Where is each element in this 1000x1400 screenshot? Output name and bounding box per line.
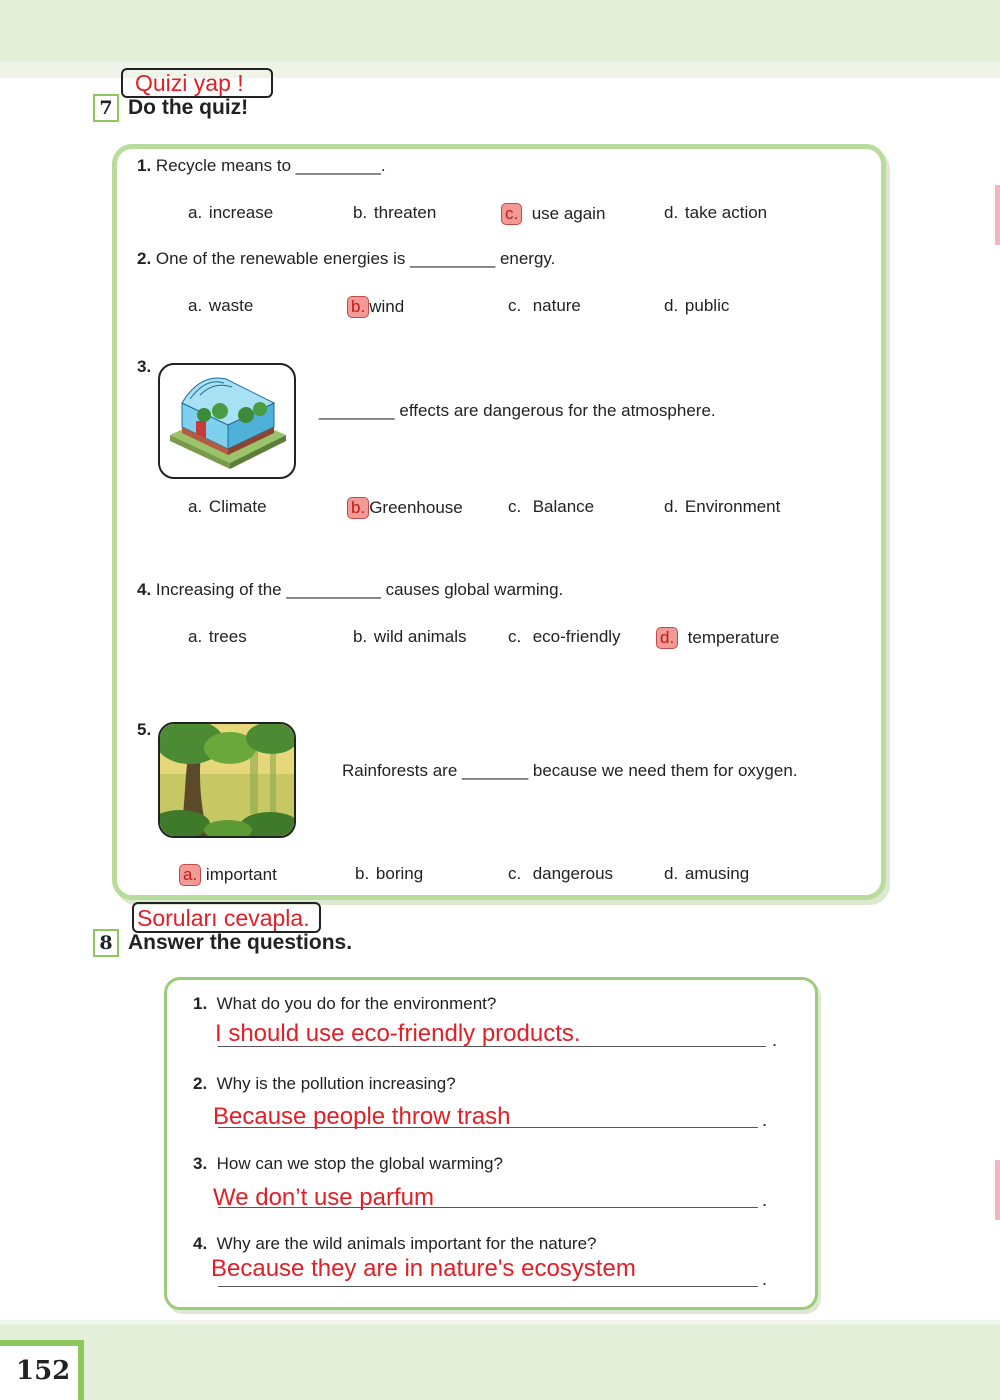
exercise-title: Do the quiz! xyxy=(128,96,249,119)
option-d[interactable]: d. public xyxy=(664,296,730,315)
handwritten-answer-1[interactable]: I should use eco-friendly products. xyxy=(215,1020,581,1047)
line-end-dot: . xyxy=(762,1110,768,1130)
option-b-selected[interactable]: b. wind xyxy=(347,296,404,318)
edge-mark xyxy=(995,1160,1000,1220)
edge-mark xyxy=(995,185,1000,245)
option-d[interactable]: d. take action xyxy=(664,203,768,222)
line-end-dot: . xyxy=(762,1190,768,1210)
open-question-1: 1. What do you do for the environment? xyxy=(193,994,497,1013)
rainforest-icon xyxy=(160,724,294,836)
open-question-2: 2. Why is the pollution increasing? xyxy=(193,1074,456,1093)
footer-band xyxy=(0,1325,1000,1400)
option-c[interactable]: c. eco-friendly xyxy=(508,627,621,646)
open-question-4: 4. Why are the wild animals important for the nature? xyxy=(193,1234,597,1253)
option-d[interactable]: d. Environment xyxy=(664,497,781,516)
question-5-text: Rainforests are _______ because we need them for oxygen. xyxy=(342,761,798,780)
selected-circle: d. xyxy=(656,627,678,649)
selected-circle: c. xyxy=(501,203,522,225)
option-c-selected[interactable]: c. use again xyxy=(501,203,605,225)
question-2: 2. One of the renewable energies is _________ energy. xyxy=(137,249,556,268)
rainforest-illustration xyxy=(158,722,296,838)
exercise-number: 8 xyxy=(93,929,119,957)
option-b[interactable]: b. wild animals xyxy=(353,627,467,646)
option-d[interactable]: d. amusing xyxy=(664,864,750,883)
question-5-number: 5. xyxy=(137,720,152,739)
answer-line xyxy=(218,1046,766,1047)
question-3-number: 3. xyxy=(137,357,152,376)
exercise-number: 7 xyxy=(93,94,119,122)
selected-circle: b. xyxy=(347,497,369,519)
answer-line xyxy=(218,1127,758,1128)
option-a[interactable]: a. increase xyxy=(188,203,274,222)
selected-circle: a. xyxy=(179,864,201,886)
line-end-dot: . xyxy=(762,1269,768,1289)
option-a[interactable]: a. waste xyxy=(188,296,254,315)
greenhouse-illustration xyxy=(158,363,296,479)
annotation-quiz: Quizi yap ! xyxy=(135,70,244,96)
option-c[interactable]: c. Balance xyxy=(508,497,595,516)
greenhouse-icon xyxy=(160,365,294,477)
option-a[interactable]: a. trees xyxy=(188,627,247,646)
question-1: 1. Recycle means to _________. xyxy=(137,156,386,175)
handwritten-answer-2[interactable]: Because people throw trash xyxy=(213,1103,511,1130)
option-b-selected[interactable]: b. Greenhouse xyxy=(347,497,463,519)
option-b[interactable]: b. boring xyxy=(355,864,424,883)
answer-line xyxy=(218,1207,758,1208)
header-band xyxy=(0,0,1000,62)
option-c[interactable]: c. nature xyxy=(508,296,581,315)
question-3-text: ________ effects are dangerous for the atmosphere. xyxy=(319,401,716,420)
option-b[interactable]: b. threaten xyxy=(353,203,437,222)
answer-line xyxy=(218,1286,758,1287)
selected-circle: b. xyxy=(347,296,369,318)
option-c[interactable]: c. dangerous xyxy=(508,864,614,883)
option-d-selected[interactable]: d. temperature xyxy=(656,627,779,649)
exercise-title: Answer the questions. xyxy=(128,931,353,954)
page-number: 152 xyxy=(16,1356,71,1386)
option-a-selected[interactable]: a. important xyxy=(179,864,277,886)
question-4: 4. Increasing of the __________ causes global warming. xyxy=(137,580,564,599)
line-end-dot: . xyxy=(772,1030,778,1050)
handwritten-answer-4[interactable]: Because they are in nature's ecosystem xyxy=(211,1255,636,1282)
annotation-answer: Soruları cevapla. xyxy=(137,905,310,931)
open-question-3: 3. How can we stop the global warming? xyxy=(193,1154,503,1173)
option-a[interactable]: a. Climate xyxy=(188,497,267,516)
handwritten-answer-3[interactable]: We don’t use parfum xyxy=(213,1184,435,1211)
